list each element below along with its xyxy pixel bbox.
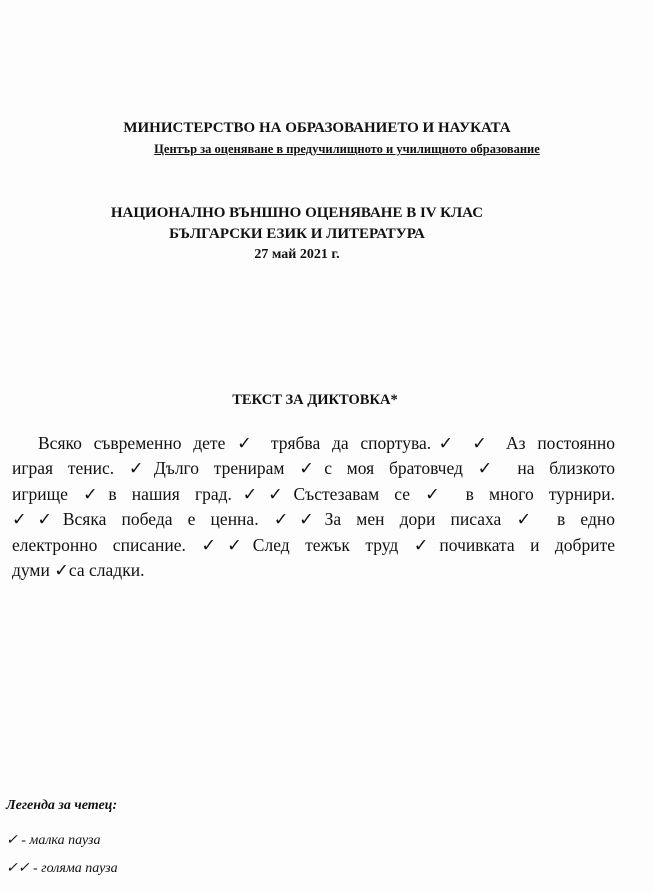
text-line: игрище ✓в нашия град.✓✓Състезавам се ✓ в много турнири. — [12, 483, 615, 504]
legend-long-pause: ✓✓ - голяма пауза — [6, 861, 118, 876]
exam-date: 27 май 2021 г. — [254, 247, 340, 262]
text-line: Всяко съвременно дете ✓ трябва да спортува.✓ ✓ Аз постоянно — [38, 433, 615, 453]
text-line: ✓✓Всяка победа е ценна. ✓✓За мен дори писаха ✓ в едно — [12, 509, 615, 530]
text-line: думи ✓са сладки. — [12, 559, 145, 580]
text-line: играя тенис. ✓Дълго тренирам ✓с моя братовчед ✓ на близкото — [12, 458, 615, 479]
text-line: електронно списание. ✓✓След тежък труд ✓почивката и добрите — [12, 534, 615, 555]
dictation-title: ТЕКСТ ЗА ДИКТОВКА* — [232, 392, 398, 408]
legend-small-pause: ✓ - малка пауза — [6, 833, 101, 848]
center-subheading: Център за оценяване в предучилищното и училищното образование — [154, 142, 540, 156]
exam-title: НАЦИОНАЛНО ВЪНШНО ОЦЕНЯВАНЕ В IV КЛАС — [110, 205, 484, 221]
subject-title: БЪЛГАРСКИ ЕЗИК И ЛИТЕРАТУРА — [169, 226, 425, 242]
dictation-text — [12, 432, 615, 584]
ministry-heading: МИНИСТЕРСТВО НА ОБРАЗОВАНИЕТО И НАУКАТА — [123, 120, 511, 136]
legend-title: Легенда за четец: — [6, 798, 118, 813]
